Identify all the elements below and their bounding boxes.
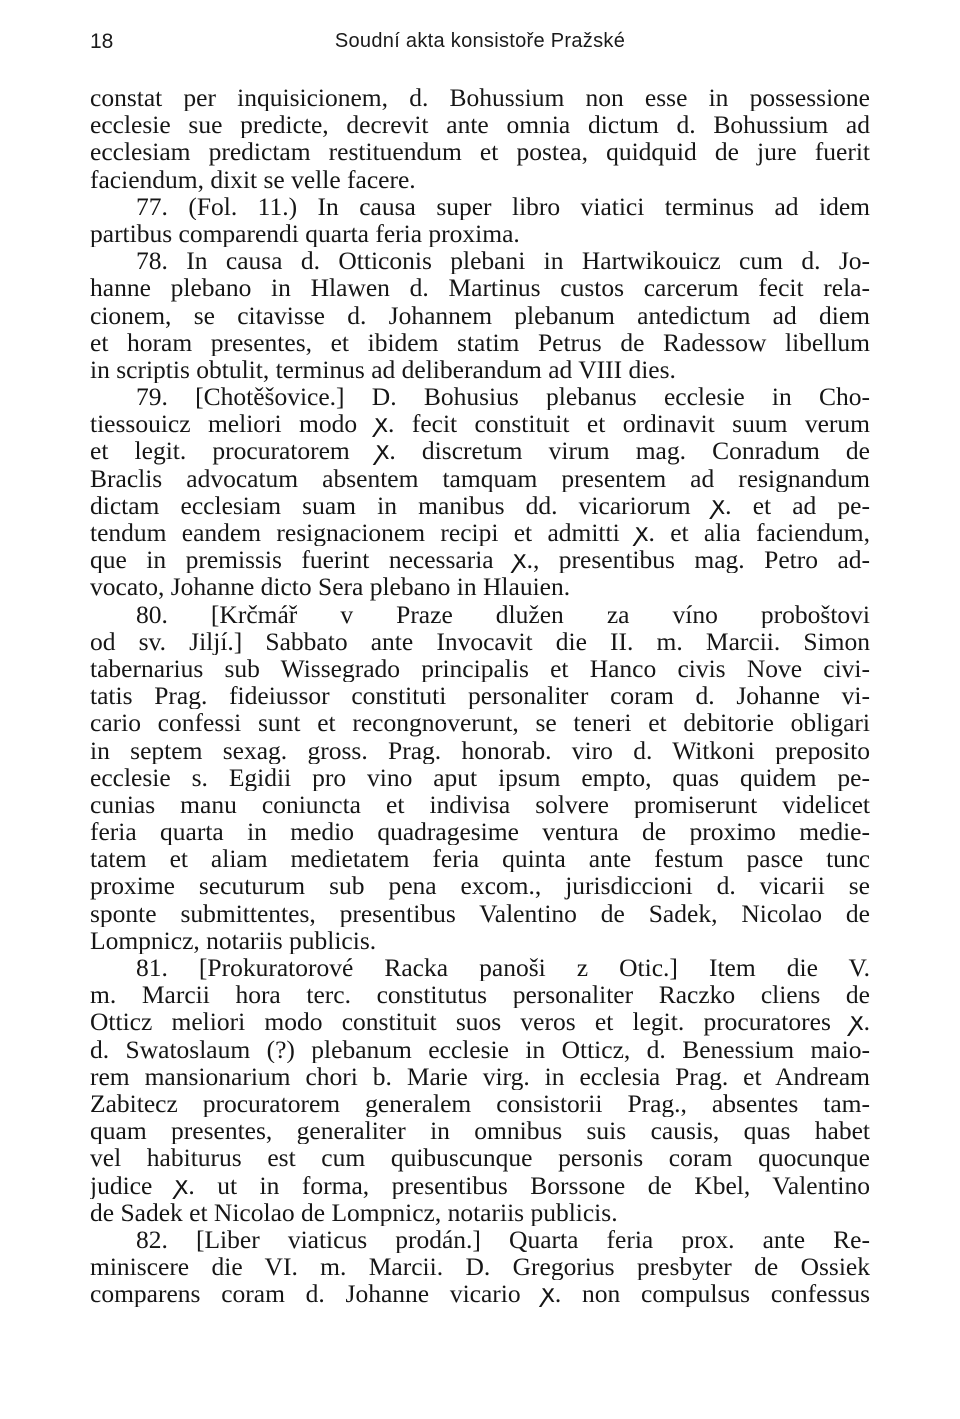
body-text (90, 84, 870, 1307)
text-line: tatis Prag. fideiussor constituti personaliter coram d. Johanne vi- (90, 682, 870, 710)
text-line: in septem sexag. gross. Prag. honorab. viro d. Witkoni preposito (90, 736, 870, 764)
text-line: rem mansionarium chori b. Marie virg. in ecclesia Prag. et Andream (90, 1062, 870, 1090)
text-line: cunias manu coniuncta et indivisa solvere promiserunt videlicet (90, 790, 870, 819)
text-line: ecclesiam predictam restituendum et postea, quidquid de jure fuerit (90, 138, 870, 166)
text-line: feria quarta in medio quadragesime ventura de proximo medie- (90, 818, 870, 846)
entry-80-start: 80. [Krčmář v Praze dlužen za víno proboštovi (136, 600, 870, 628)
text-line: vocato, Johanne dicto Sera plebano in Hlauien. (90, 573, 571, 601)
text-line: quam presentes, generaliter in omnibus suis causis, quas habet (90, 1117, 870, 1145)
text-line: miniscere die VI. m. Marcii. D. Gregorius presbyter de Ossiek (90, 1253, 870, 1281)
text-line: Lompnicz, notariis publicis. (90, 926, 377, 954)
text-line: faciendum, dixit se velle facere. (90, 165, 416, 193)
text-line: cario confessi sunt et recongnoverunt, se teneri et debitorie obligari (90, 709, 870, 737)
text-line: comparens coram d. Johanne vicario ꭗ. non compulsus confessus (90, 1280, 870, 1308)
entry-79-start: 79. [Chotěšovice.] D. Bohusius plebanus ecclesie in Cho- (136, 383, 870, 411)
text-line: judice ꭗ. ut in forma, presentibus Borssone de Kbel, Valentino (90, 1171, 870, 1199)
text-line: vel habiturus est cum quibuscunque personis coram quocunque (90, 1144, 870, 1172)
running-title: Soudní akta konsistoře Pražské (334, 30, 626, 52)
entry-81-start: 81. [Prokuratorové Racka panoši z Otic.] Item die V. (136, 954, 870, 982)
text-line: cionem, se citavisse d. Johannem plebanum antedictum ad diem (90, 301, 870, 329)
text-line: ecclesie sue predicte, decrevit ante omnia dictum d. Bohussium ad (90, 111, 870, 139)
text-line: ecclesie s. Egidii pro vino aput ipsum empto, quas quidem pe- (90, 763, 870, 791)
text-line: et horam presentes, et ibidem statim Petrus de Radessow libellum (90, 328, 870, 356)
text-line: m. Marcii hora terc. constitutus personaliter Raczko cliens de (90, 981, 870, 1009)
text-line: constat per inquisicionem, d. Bohussium non esse in possessione (90, 84, 870, 112)
entry-82-start: 82. [Liber viaticus prodán.] Quarta feria prox. ante Re- (136, 1225, 870, 1254)
entry-78-start: 78. In causa d. Otticonis plebani in Hartwikouicz cum d. Jo- (136, 247, 870, 275)
text-line: que in premissis fuerint necessaria ꭗ., presentibus mag. Petro ad- (90, 546, 870, 574)
text-line: od sv. Jiljí.] Sabbato ante Invocavit die II. m. Marcii. Simon (90, 627, 870, 655)
entry-77-start: 77. (Fol. 11.) In causa super libro viatici terminus ad idem (136, 192, 870, 220)
text-line: sponte submittentes, presentibus Valentino de Sadek, Nicolao de (90, 899, 870, 927)
text-line: tiessouicz meliori modo ꭗ. fecit constituit et ordinavit suum verum (90, 410, 870, 438)
text-line: in scriptis obtulit, terminus ad deliberandum ad VIII dies. (90, 355, 676, 384)
text-line: d. Swatoslaum (?) plebanum ecclesie in Otticz, d. Benessium maio- (90, 1035, 870, 1063)
text-line: tendum eandem resignacionem recipi et admitti ꭗ. et alia faciendum, (90, 519, 870, 547)
text-line: et legit. procuratorem ꭗ. discretum virum mag. Conradum de (90, 437, 870, 465)
page-number: 18 (90, 30, 114, 53)
text-line: hanne plebano in Hlawen d. Martinus custos carcerum fecit rela- (90, 274, 870, 302)
page-header (90, 22, 870, 62)
text-line: proxime secuturum sub pena excom., jurisdiccioni d. vicarii se (90, 872, 870, 900)
text-line: tatem et aliam medietatem feria quinta ante festum pasce tunc (90, 845, 870, 873)
text-line: Zabitecz procuratorem generalem consistorii Prag., absentes tam- (90, 1089, 870, 1118)
text-line: Otticz meliori modo constituit suos veros et legit. procuratores ꭗ. (90, 1008, 870, 1036)
text-line: tabernarius sub Wissegrado principalis et Hanco civis Nove civi- (90, 654, 870, 683)
text-line: dictam ecclesiam suam in manibus dd. vicariorum ꭗ. et ad pe- (90, 491, 870, 519)
text-line: Braclis advocatum absentem tamquam presentem ad resignandum (90, 464, 870, 492)
text-line: partibus comparendi quarta feria proxima. (90, 219, 520, 248)
text-line: de Sadek et Nicolao de Lompnicz, notariis publicis. (90, 1198, 618, 1226)
